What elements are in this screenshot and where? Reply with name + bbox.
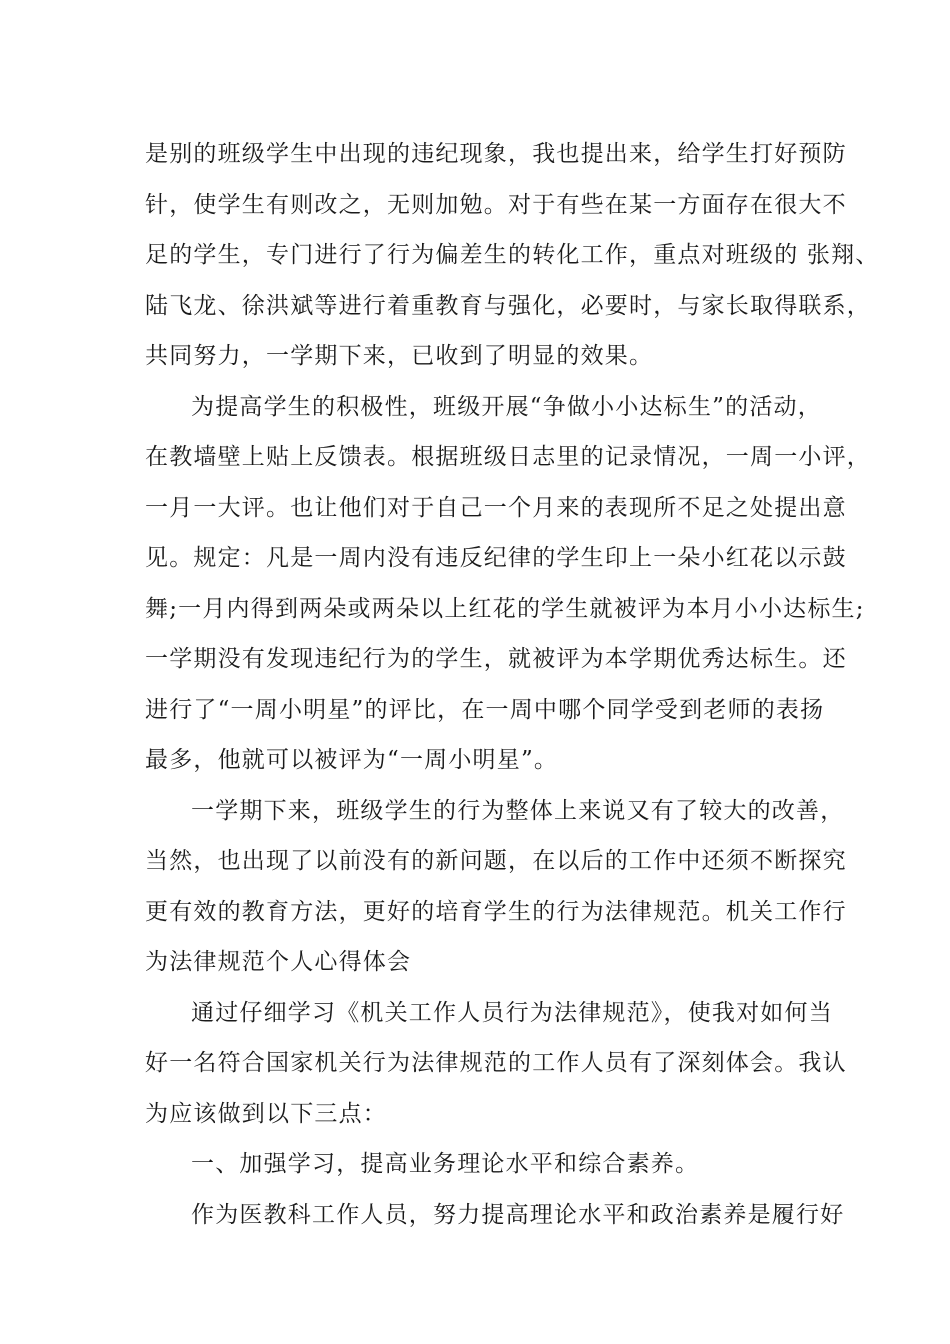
text-line: 一、加强学习，提高业务理论水平和综合素养。 <box>191 1151 700 1177</box>
text-line: 是别的班级学生中出现的违纪现象，我也提出来，给学生打好预防 <box>145 141 847 167</box>
text-line: 在教墙壁上贴上反馈表。根据班级日志里的记录情况，一周一小评， <box>145 444 871 470</box>
text-line: 为法律规范个人心得体会 <box>145 949 412 975</box>
text-line: 进行了“一周小明星”的评比，在一周中哪个同学受到老师的表扬 <box>145 696 825 723</box>
text-line: 一学期下来，班级学生的行为整体上来说又有了较大的改善， <box>191 797 845 824</box>
text-line: 针，使学生有则改之，无则加勉。对于有些在某一方面存在很大不 <box>145 191 847 218</box>
text-line: 一月一大评。也让他们对于自己一个月来的表现所不足之处提出意 <box>145 494 847 521</box>
text-line: 足的学生，专门进行了行为偏差生的转化工作，重点对班级的 张翔、 <box>145 242 880 268</box>
text-line: 陆飞龙、徐洪斌等进行着重教育与强化，必要时，与家长取得联系， <box>145 292 871 319</box>
text-line: 通过仔细学习《机关工作人员行为法律规范》，使我对如何当 <box>191 999 833 1026</box>
text-line: 见。规定：凡是一周内没有违反纪律的学生印上一朵小红花以示鼓 <box>145 545 847 571</box>
text-line: 为提高学生的积极性，班级开展“争做小小达标生”的活动， <box>191 393 822 420</box>
text-line: 作为医教科工作人员，努力提高理论水平和政治素养是履行好 <box>191 1201 845 1228</box>
text-line: 舞;一月内得到两朵或两朵以上红花的学生就被评为本月小小达标生; <box>145 595 865 622</box>
text-line: 好一名符合国家机关行为法律规范的工作人员有了深刻体会。我认 <box>145 1050 847 1076</box>
text-line: 为应该做到以下三点： <box>145 1100 387 1127</box>
text-line: 最多，他就可以被评为“一周小明星”。 <box>145 747 559 773</box>
text-line: 更有效的教育方法，更好的培育学生的行为法律规范。机关工作行 <box>145 898 847 925</box>
text-line: 共同努力，一学期下来，已收到了明显的效果。 <box>145 343 654 369</box>
text-line: 一学期没有发现违纪行为的学生，就被评为本学期优秀达标生。还 <box>145 646 847 672</box>
body-text <box>145 129 880 1240</box>
text-line: 当然，也出现了以前没有的新问题，在以后的工作中还须不断探究 <box>145 848 847 874</box>
